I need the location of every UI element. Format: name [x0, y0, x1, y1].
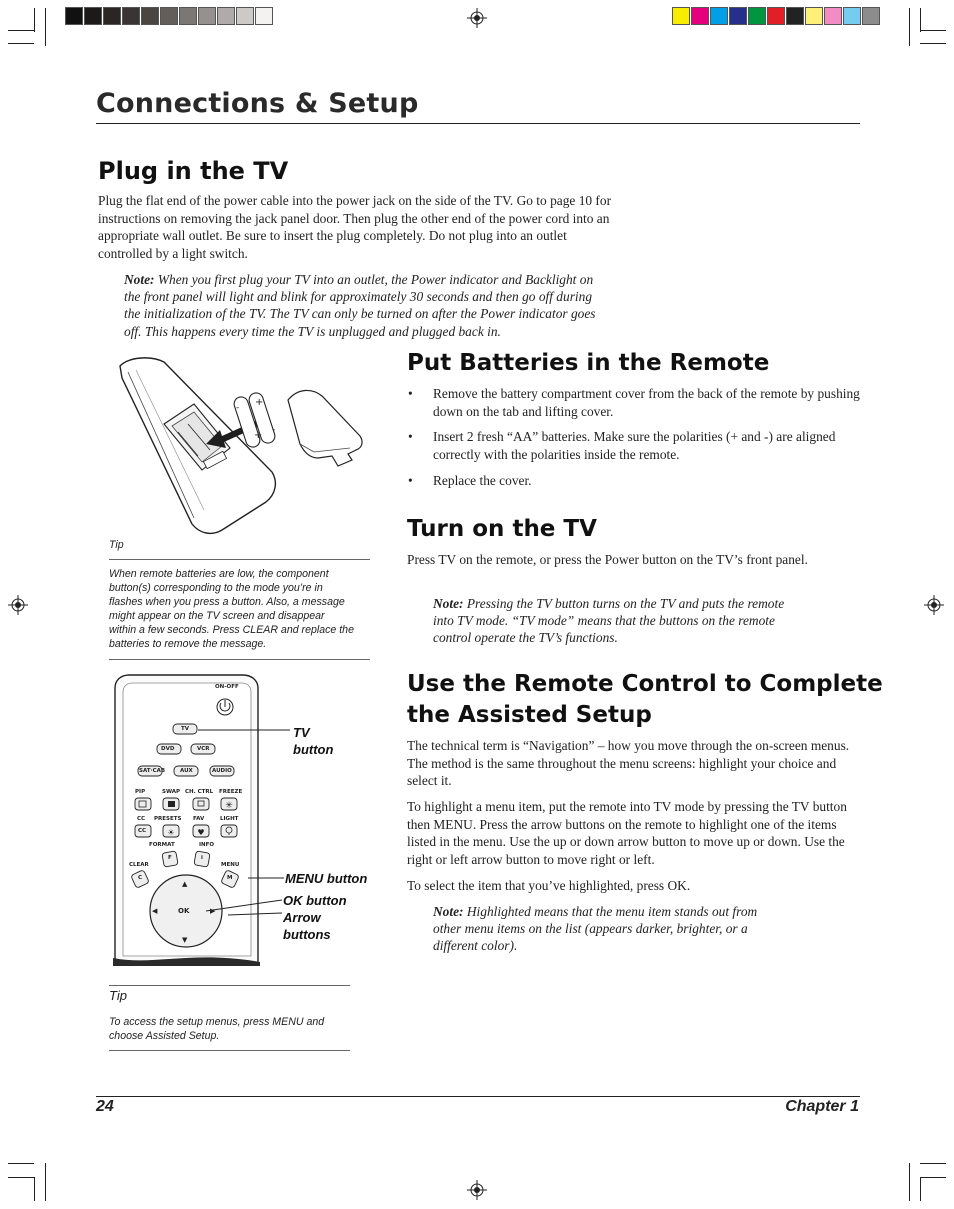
list-item: • Remove the battery compartment cover from the back of the remote by pushing down on the tab and lifting cover.	[408, 385, 860, 420]
tv-button-callout	[293, 724, 333, 758]
clear-label: CLEAR	[129, 862, 149, 868]
color-swatch	[729, 7, 747, 25]
assisted-note	[433, 903, 853, 955]
tip-2-label: Tip	[109, 988, 127, 1003]
color-swatch	[767, 7, 785, 25]
list-item: • Replace the cover.	[408, 472, 860, 490]
tip-1-line-3: flashes when you press a button. Also, a message	[109, 596, 345, 608]
format-button-glyph: F	[168, 855, 172, 861]
ch-ctrl-label: CH. CTRL	[185, 789, 214, 795]
battery-plus-sign: +	[255, 397, 264, 408]
note-line-2: other menu items on the list (appears darker, brighter, or a	[433, 921, 748, 937]
page-number: 24	[96, 1098, 114, 1115]
batteries-heading: Put Batteries in the Remote	[407, 350, 770, 376]
format-label: FORMAT	[149, 842, 175, 848]
color-swatch	[179, 7, 197, 25]
on-off-label: ON-OFF	[215, 684, 239, 690]
battery-minus-sign: -	[236, 403, 240, 413]
plug-in-line-1: Plug the flat end of the power cable into the power jack on the side of the TV. Go to page 10 for	[98, 193, 612, 208]
color-swatch	[84, 7, 102, 25]
light-label: LIGHT	[220, 816, 239, 822]
tip-1-bottom-rule	[109, 659, 370, 660]
registration-mark-icon	[467, 1180, 487, 1200]
note-line-1: When you first plug your TV into an outlet, the Power indicator and Backlight on	[157, 272, 594, 287]
menu-button-glyph: M	[227, 875, 233, 881]
section-header-title: Connections & Setup	[96, 88, 419, 119]
menu-label: MENU	[221, 862, 240, 868]
tip-1-line-2: button(s) corresponding to the mode you’re in	[109, 582, 323, 594]
color-swatch	[122, 7, 140, 25]
tv-callout-line-2: button	[293, 742, 334, 757]
color-swatch	[160, 7, 178, 25]
vcr-button-label: VCR	[197, 746, 210, 752]
color-swatch	[255, 7, 273, 25]
plug-in-line-4: controlled by a light switch.	[98, 246, 248, 262]
turn-on-note	[433, 595, 853, 647]
dvd-button-label: DVD	[161, 746, 175, 752]
color-swatch	[65, 7, 83, 25]
freeze-label: FREEZE	[219, 789, 243, 795]
color-swatch	[141, 7, 159, 25]
header-rule	[96, 123, 860, 124]
arrow-callout-line-2: buttons	[283, 927, 331, 942]
note-line-2: into TV mode. “TV mode” means that the buttons on the remote	[433, 613, 775, 629]
color-swatch	[748, 7, 766, 25]
pip-label: PIP	[135, 789, 146, 795]
registration-mark-icon	[8, 595, 28, 615]
note-line-3: control operate the TV’s functions.	[433, 630, 618, 646]
tv-callout-line-1: TV	[293, 725, 310, 740]
menu-button-callout: MENU button	[285, 871, 368, 886]
color-swatch	[710, 7, 728, 25]
note-label: Note:	[433, 904, 464, 919]
ok-button-callout: OK button	[283, 893, 347, 908]
svg-text:✳: ✳	[225, 801, 233, 811]
battery-install-illustration	[112, 352, 372, 542]
plug-in-heading: Plug in the TV	[98, 157, 289, 185]
footer-rule	[96, 1096, 860, 1097]
tv-button-label: TV	[181, 726, 190, 732]
color-swatch	[824, 7, 842, 25]
svg-text:♥: ♥	[197, 828, 205, 837]
plug-in-body	[98, 192, 718, 263]
turn-on-heading: Turn on the TV	[407, 516, 597, 542]
color-swatch	[843, 7, 861, 25]
assisted-para-2: To highlight a menu item, put the remote into TV mode by pressing the TV button then MENU. Press the arrow buttons on the remote to highlight one of the items listed in the menu. Use the up or down arrow button to move up or down. Use the right or left arrow button to move right or left.	[407, 799, 847, 868]
color-swatch	[217, 7, 235, 25]
tip-2-text	[109, 1015, 369, 1043]
tip-2-line-2: choose Assisted Setup.	[109, 1030, 220, 1042]
note-line-1: Highlighted means that the menu item stands out from	[466, 904, 758, 919]
sat-cab-button-label: SAT·CAB	[139, 768, 166, 774]
color-swatch	[862, 7, 880, 25]
assisted-setup-heading	[407, 669, 883, 731]
batteries-steps-list	[408, 385, 860, 498]
plug-in-line-3: appropriate wall outlet. Be sure to insert the plug completely. Do not plug into an outlet	[98, 228, 567, 244]
battery-plus-sign-2: +	[254, 430, 263, 441]
cc-button-glyph: CC	[138, 828, 147, 834]
list-item: • Insert 2 fresh “AA” batteries. Make sure the polarities (+ and -) are aligned correctly with the polarities inside the remote.	[408, 428, 860, 463]
arrow-left-icon: ◀	[152, 907, 158, 915]
svg-text:☀: ☀	[167, 828, 175, 837]
info-button-glyph: i	[201, 855, 203, 861]
note-line-3: the initialization of the TV. The TV can only be turned on after the Power indicator goes	[124, 306, 596, 322]
tip-1-line-5: within a few seconds. Press CLEAR and replace the	[109, 624, 354, 636]
registration-mark-icon	[467, 8, 487, 28]
tip-1-line-4: might appear on the TV screen and disappear	[109, 610, 325, 622]
note-line-3: different color).	[433, 938, 518, 954]
color-swatch	[198, 7, 216, 25]
ok-leader-line	[206, 900, 282, 911]
callout-leader-lines	[190, 720, 300, 920]
assisted-heading-line-2: the Assisted Setup	[407, 702, 652, 728]
aux-button-label: AUX	[180, 768, 193, 774]
color-swatch	[691, 7, 709, 25]
note-line-1: Pressing the TV button turns on the TV and puts the remote	[466, 596, 785, 611]
arrow-callout-line-1: Arrow	[283, 910, 321, 925]
plug-in-line-2: instructions on removing the jack panel door. Then plug the other end of the power cord into an	[98, 210, 610, 226]
color-swatch	[805, 7, 823, 25]
tip-1-line-6: batteries to remove the message.	[109, 638, 267, 650]
clear-button-glyph: C	[138, 875, 143, 881]
note-line-2: the front panel will light and blink for approximately 30 seconds and then go off during	[124, 289, 593, 305]
color-swatch	[672, 7, 690, 25]
registration-mark-icon	[924, 595, 944, 615]
tip-1-top-rule	[109, 559, 370, 560]
chapter-label: Chapter 1	[785, 1098, 859, 1115]
color-swatch	[236, 7, 254, 25]
note-label: Note:	[433, 596, 464, 611]
cc-label: CC	[137, 816, 146, 822]
tip-2-bottom-rule	[109, 1050, 350, 1051]
arrow-down-icon: ▼	[182, 936, 188, 944]
arrow-up-icon: ▲	[182, 880, 188, 888]
tip-1-label: Tip	[109, 539, 124, 551]
fav-label: FAV	[193, 816, 205, 822]
tip-2-line-1: To access the setup menus, press MENU and	[109, 1016, 325, 1028]
battery-minus-sign-2: -	[272, 425, 276, 435]
tip-1-line-1: When remote batteries are low, the component	[109, 568, 329, 580]
info-label: INFO	[199, 842, 215, 848]
arrow-right-icon: ▶	[210, 907, 216, 915]
plug-in-note	[124, 271, 684, 340]
presets-label: PRESETS	[154, 816, 182, 822]
assisted-para-3: To select the item that you’ve highlighted, press OK.	[407, 878, 691, 893]
note-line-4: off. This happens every time the TV is unplugged and plugged back in.	[124, 323, 501, 339]
audio-button-label: AUDIO	[212, 768, 232, 774]
arrow-buttons-callout	[283, 909, 331, 943]
tip-2-top-rule	[109, 985, 350, 986]
color-swatch	[103, 7, 121, 25]
assisted-heading-line-1: Use the Remote Control to Complete	[407, 671, 883, 697]
color-swatch	[786, 7, 804, 25]
arrow-leader-line	[228, 913, 282, 915]
tip-1-text	[109, 567, 379, 651]
ok-button-label: OK	[178, 907, 190, 915]
turn-on-body: Press TV on the remote, or press the Power button on the TV’s front panel.	[407, 552, 808, 567]
note-label: Note:	[124, 272, 155, 287]
swap-label: SWAP	[162, 789, 181, 795]
assisted-para-1: The technical term is “Navigation” – how you move through the on-screen menus. The method is the same throughout the menu screens: highlight your choice and select it.	[407, 738, 850, 789]
